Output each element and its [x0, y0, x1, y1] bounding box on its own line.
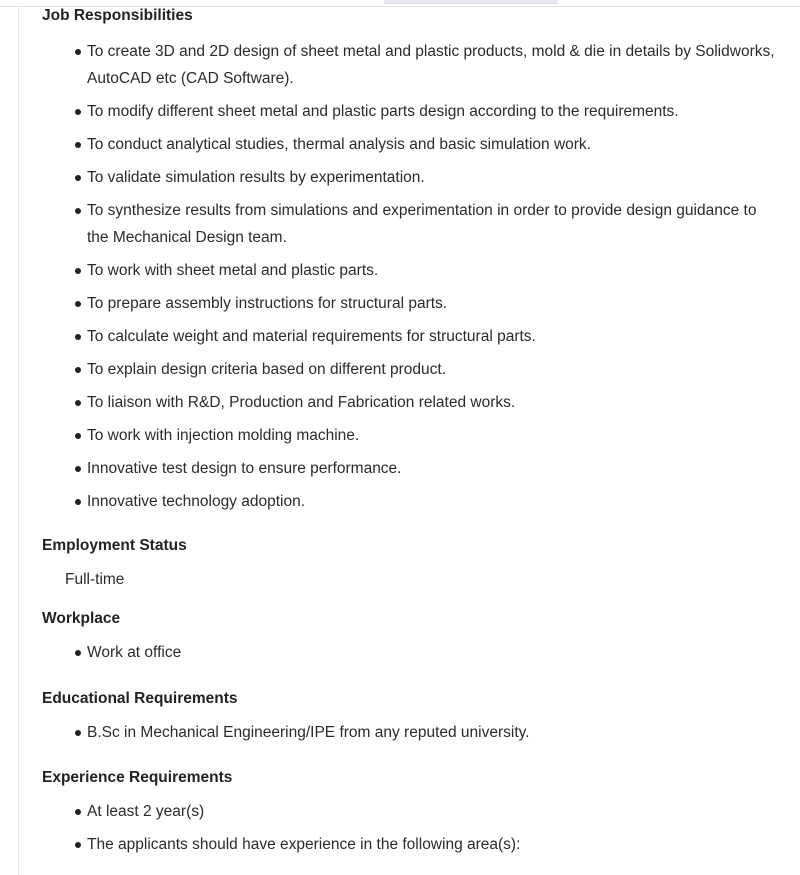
top-tab-indicator [384, 0, 558, 4]
list-item: To calculate weight and material requirements for structural parts. [42, 323, 782, 350]
educational-requirements-heading: Educational Requirements [42, 690, 238, 707]
list-item: The applicants should have experience in the following area(s): [42, 831, 782, 858]
educational-requirements-list [42, 719, 782, 746]
list-item: To validate simulation results by experimentation. [42, 164, 782, 191]
list-item: Innovative test design to ensure performance. [42, 455, 782, 482]
list-item: B.Sc in Mechanical Engineering/IPE from any reputed university. [42, 719, 782, 746]
list-item: To work with sheet metal and plastic parts. [42, 257, 782, 284]
employment-status-value: Full-time [65, 571, 125, 588]
list-item: To conduct analytical studies, thermal analysis and basic simulation work. [42, 131, 782, 158]
educational-requirements-section [42, 689, 782, 752]
list-item: To explain design criteria based on different product. [42, 356, 782, 383]
list-item: To work with injection molding machine. [42, 422, 782, 449]
list-item: To prepare assembly instructions for structural parts. [42, 290, 782, 317]
workplace-list [42, 639, 782, 666]
job-responsibilities-heading: Job Responsibilities [42, 7, 193, 24]
list-item: To modify different sheet metal and plastic parts design according to the requirements. [42, 98, 782, 125]
list-item: Innovative technology adoption. [42, 488, 782, 515]
workplace-heading: Workplace [42, 610, 121, 627]
list-item: To synthesize results from simulations and experimentation in order to provide design guidance to the Mechanical Design team. [42, 197, 782, 251]
list-item: To liaison with R&D, Production and Fabrication related works. [42, 389, 782, 416]
experience-requirements-heading: Experience Requirements [42, 769, 233, 786]
workplace-section [42, 609, 782, 672]
list-item: At least 2 year(s) [42, 798, 782, 825]
employment-status-heading: Employment Status [42, 537, 187, 554]
job-responsibilities-section [42, 6, 782, 521]
list-item: Work at office [42, 639, 782, 666]
employment-status-section [42, 536, 782, 593]
experience-requirements-section [42, 768, 782, 864]
list-item: To create 3D and 2D design of sheet metal and plastic products, mold & die in details by Solidworks, AutoCAD etc (CAD Software). [42, 38, 782, 92]
experience-requirements-list [42, 798, 782, 858]
left-border [18, 7, 19, 875]
job-responsibilities-list [42, 38, 782, 515]
